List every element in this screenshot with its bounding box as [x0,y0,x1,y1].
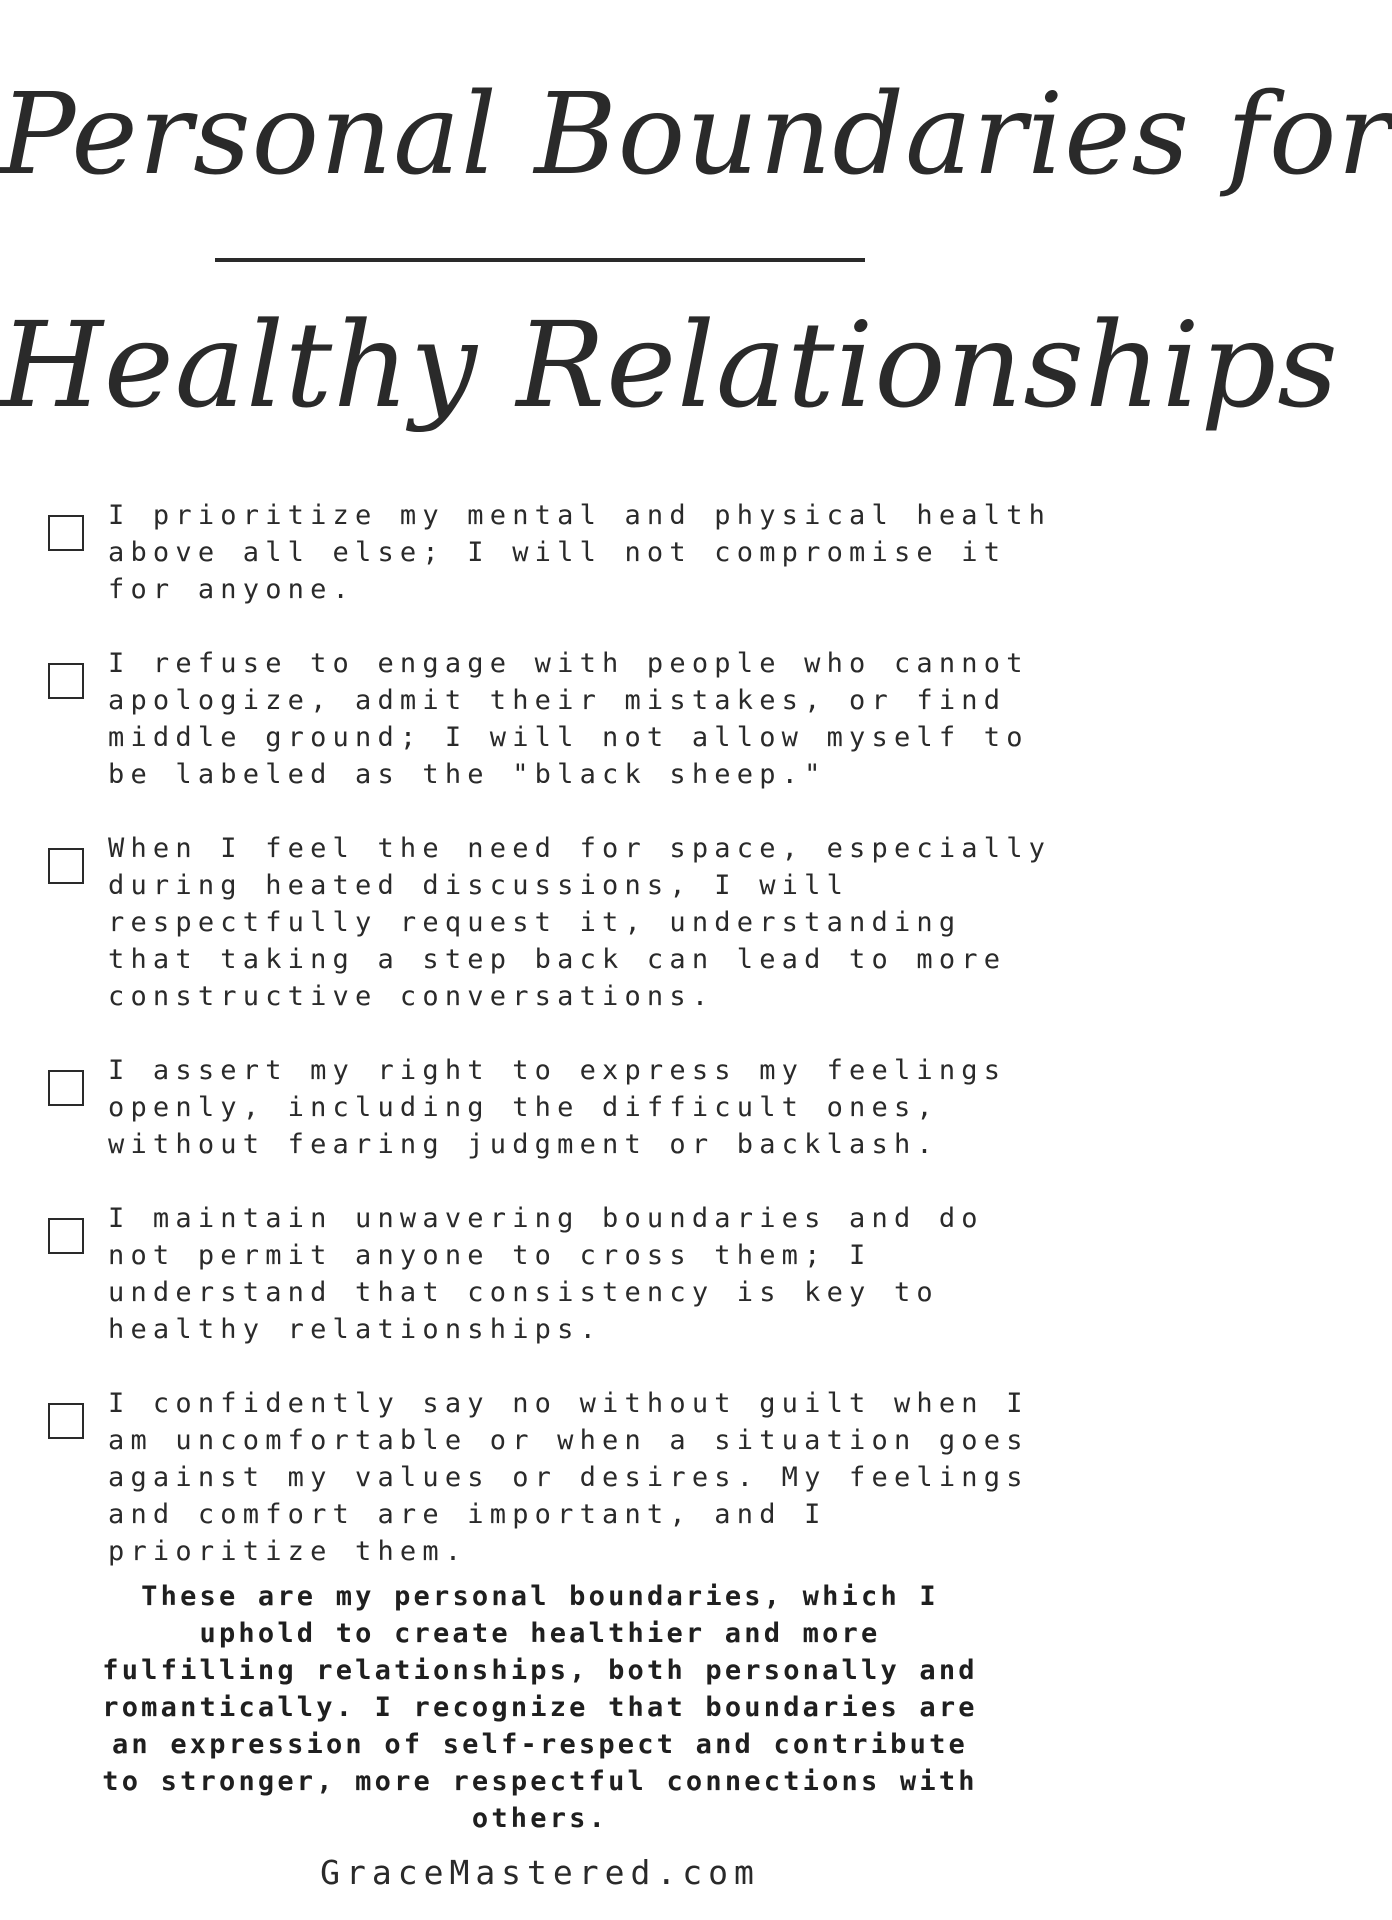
checklist-item-text: I confidently say no without guilt when I am uncomfortable or when a situation goes against my values or desires. My feelings and comfort are important, and I prioritize them. [108,1388,1029,1567]
checklist-item-text: I maintain unwavering boundaries and do not permit anyone to cross them; I understand that consistency is key to healthy relationships. [108,1203,984,1345]
checklist-item-text: When I feel the need for space, especially during heated discussions, I will respectfully request it, understanding that taking a step back can lead to more constructive conversations. [108,833,1052,1012]
checklist-item [0,1052,1080,1163]
checklist-item [0,1200,1080,1348]
page-title-line-2: Healthy Relationships [0,296,1339,434]
page-title-line-1: Personal Boundaries for [0,70,1392,200]
checklist-item [0,1385,1080,1570]
checklist-item-text: I assert my right to express my feelings openly, including the difficult ones, without fearing judgment or backlash. [108,1055,1007,1160]
checklist-item [0,830,1080,1015]
checkbox[interactable] [48,1403,84,1439]
footer-website: GraceMastered.com [320,1853,760,1892]
checkbox[interactable] [48,1070,84,1106]
boundaries-checklist [0,497,1080,1607]
title-divider [215,258,865,262]
checkbox[interactable] [48,848,84,884]
checklist-item-text: I prioritize my mental and physical health above all else; I will not compromise it for anyone. [108,500,1052,605]
checklist-item [0,497,1080,608]
checkbox[interactable] [48,1218,84,1254]
checklist-item-text: I refuse to engage with people who cannot apologize, admit their mistakes, or find middle ground; I will not allow myself to be labeled as the "black sheep." [108,648,1029,790]
checkbox[interactable] [48,663,84,699]
closing-statement: These are my personal boundaries, which I uphold to create healthier and more fulfilling relationships, both personally and romantically. I recognize that boundaries are an expression of self-respect and contribute to stronger, more respectful connections with others. [102,1581,978,1834]
checklist-item [0,645,1080,793]
checkbox[interactable] [48,515,84,551]
